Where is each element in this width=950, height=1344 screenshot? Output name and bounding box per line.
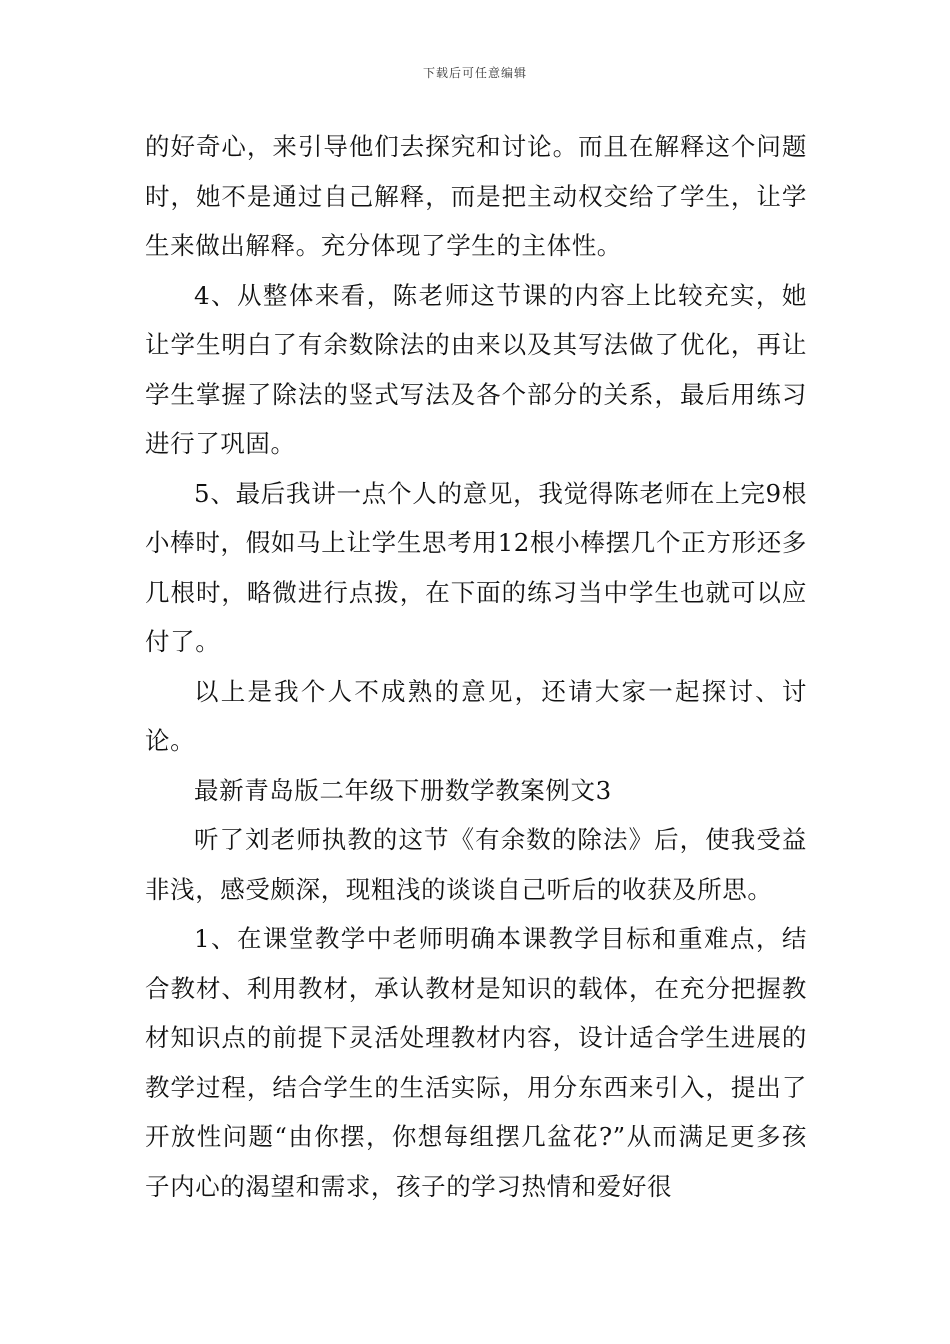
paragraph: 4、从整体来看，陈老师这节课的内容上比较充实，她让学生明白了有余数除法的由来以及其写法做了优化，再让学生掌握了除法的竖式写法及各个部分的关系，最后用练习进行了巩固。 — [145, 280, 807, 458]
paragraph: 的好奇心，来引导他们去探究和讨论。而且在解释这个问题时，她不是通过自己解释，而是把主动权交给了学生，让学生来做出解释。充分体现了学生的主体性。 — [145, 132, 807, 260]
paragraph: 1、在课堂教学中老师明确本课教学目标和重难点，结合教材、利用教材，承认教材是知识的载体，在充分把握教材知识点的前提下灵活处理教材内容，设计适合学生进展的教学过程，结合学生的生活实际，用分东西来引入，提出了开放性问题“由你摆，你想每组摆几盆花?”从而满足更多孩子内心的渴望和需求，孩子的学习热情和爱好很 — [145, 924, 807, 1201]
paragraph: 以上是我个人不成熟的意见，还请大家一起探讨、讨论。 — [145, 676, 807, 755]
section-heading: 最新青岛版二年级下册数学教案例文3 — [194, 775, 612, 805]
paragraph: 5、最后我讲一点个人的意见，我觉得陈老师在上完9根小棒时，假如马上让学生思考用12根小棒摆几个正方形还多几根时，略微进行点拨，在下面的练习当中学生也就可以应付了。 — [145, 478, 807, 656]
paragraph: 听了刘老师执教的这节《有余数的除法》后，使我受益非浅，感受颇深，现粗浅的谈谈自己听后的收获及所思。 — [145, 825, 807, 904]
page-header: 下载后可任意编辑 — [422, 66, 527, 80]
document-body — [145, 122, 807, 1211]
